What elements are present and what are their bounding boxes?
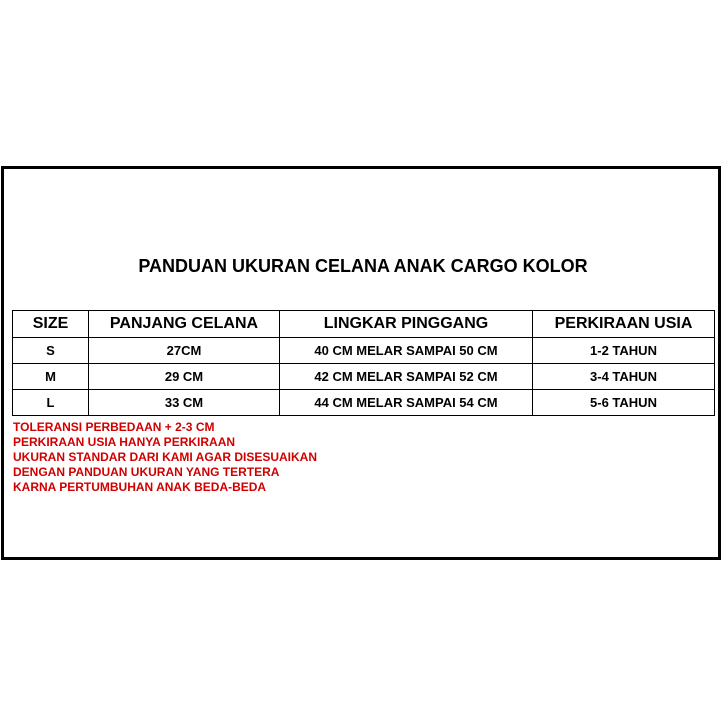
cell-pants-length: 33 CM [89,390,280,416]
cell-size: S [13,338,89,364]
note-item: PERKIRAAN USIA HANYA PERKIRAAN [13,435,236,449]
table-row [13,364,715,390]
cell-size: L [13,390,89,416]
table-row [13,390,715,416]
cell-pants-length: 27CM [89,338,280,364]
chart-title: PANDUAN UKURAN CELANA ANAK CARGO KOLOR [138,256,588,276]
note-item: KARNA PERTUMBUHAN ANAK BEDA-BEDA [13,480,267,494]
header-pants-length: PANJANG CELANA [89,311,280,338]
cell-pants-length: 29 CM [89,364,280,390]
cell-waist: 44 CM MELAR SAMPAI 54 CM [280,390,533,416]
notes-list [13,420,317,495]
cell-waist: 42 CM MELAR SAMPAI 52 CM [280,364,533,390]
cell-age: 3-4 TAHUN [533,364,715,390]
table-header-row [13,311,715,338]
header-age: PERKIRAAN USIA [533,311,715,338]
cell-size: M [13,364,89,390]
header-waist: LINGKAR PINGGANG [280,311,533,338]
cell-waist: 40 CM MELAR SAMPAI 50 CM [280,338,533,364]
header-size: SIZE [13,311,89,338]
size-table [12,310,715,416]
cell-age: 1-2 TAHUN [533,338,715,364]
table-row [13,338,715,364]
note-item: DENGAN PANDUAN UKURAN YANG TERTERA [13,465,280,479]
note-item: TOLERANSI PERBEDAAN + 2-3 CM [13,420,215,434]
note-item: UKURAN STANDAR DARI KAMI AGAR DISESUAIKAN [13,450,317,464]
cell-age: 5-6 TAHUN [533,390,715,416]
